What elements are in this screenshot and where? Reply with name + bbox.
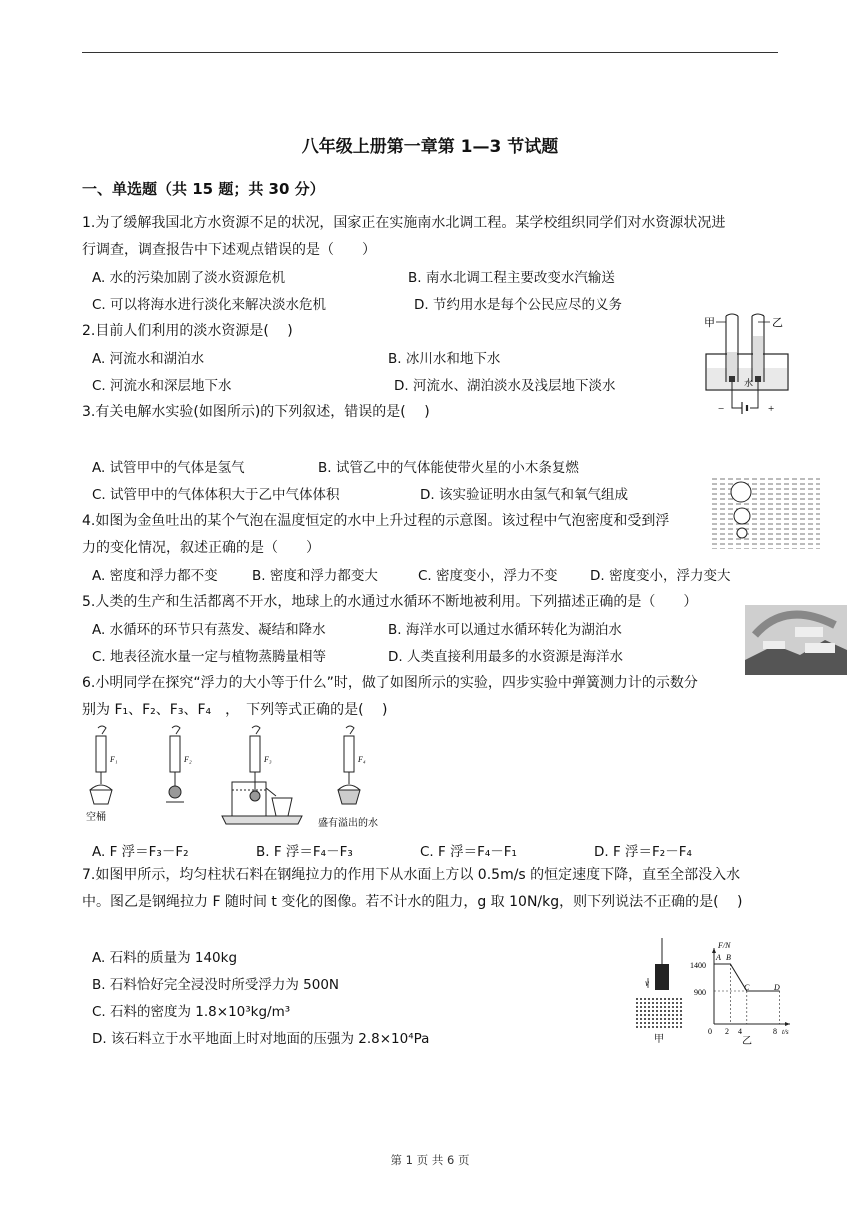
q1-option-d: D. 节约用水是每个公民应尽的义务 [414,297,622,313]
q4-option-b: B. 密度和浮力都变大 [252,568,378,584]
q6-stem-line1: 6.小明同学在探究“浮力的大小等于什么”时，做了如图所示的实验，四步实验中弹簧测力计的示数分 [82,675,698,691]
q5-option-c: C. 地表径流水量一定与植物蒸腾量相等 [92,649,327,665]
f3-label: F₃ [264,755,272,764]
tube-jia-label: 甲 [704,317,715,329]
f1-label: F₁ [110,755,118,764]
point-d-label: D [774,983,780,992]
figure-jia-label: 甲 [654,1034,664,1045]
q7-stem-line1: 7.如图甲所示，均匀柱状石料在钢绳拉力的作用下从水面上方以 0.5m/s 的恒定速度下降，直至全部没入水 [82,867,741,883]
x-tick-4: 4 [738,1027,742,1036]
q6-option-c: C. F 浮＝F₄－F₁ [420,844,517,860]
q6-option-a: A. F 浮＝F₃－F₂ [92,844,189,860]
q6-stem-line2: 别为 F₁、F₂、F₃、F₄ ， 下列等式正确的是( ) [82,702,388,718]
bubble-figure [712,477,820,549]
figure-yi-label: 乙 [742,1036,752,1046]
q7-option-b: B. 石料恰好完全浸没时所受浮力为 500N [92,977,340,993]
q6-option-b: B. F 浮＝F₄－F₃ [256,844,353,860]
q1-option-b: B. 南水北调工程主要改变水汽输送 [408,270,615,286]
q3-option-a: A. 试管甲中的气体是氢气 [92,460,245,476]
water-label: 水 [744,378,754,388]
q7-option-c: C. 石料的密度为 1.8×10³kg/m³ [92,1004,291,1020]
point-c-label: C [744,983,750,992]
q1-stem-line2: 行调查，调查报告中下述观点错误的是（ ） [82,242,376,258]
q3-option-c: C. 试管甲中的气体体积大于乙中气体体积 [92,487,340,503]
point-b-label: B [726,953,731,962]
header-rule [82,52,778,53]
q7-option-a: A. 石料的质量为 140kg [92,950,238,966]
q5-stem: 5.人类的生产和生活都离不开水，地球上的水通过水循环不断地被利用。下列描述正确的是（ ） [82,594,698,610]
water-cycle-photo [745,605,847,675]
q5-option-d: D. 人类直接利用最多的水资源是海洋水 [388,649,623,665]
x-tick-2: 2 [725,1027,729,1036]
q1-option-c: C. 可以将海水进行淡化来解决淡水危机 [92,297,327,313]
electrolysis-figure [700,312,800,420]
q2-option-a: A. 河流水和湖泊水 [92,351,205,367]
plus-label: + [768,403,775,415]
velocity-label: v [645,978,649,988]
stone-force-figure [632,934,794,1046]
page-title: 八年级上册第一章第 1—3 节试题 [301,137,559,157]
f4-label: F₄ [358,755,366,764]
minus-label: − [718,403,725,415]
q4-option-a: A. 密度和浮力都不变 [92,568,218,584]
q7-stem-line2: 中。图乙是钢绳拉力 F 随时间 t 变化的图像。若不计水的阻力，g 取 10N/kg，则下列说法不正确的是( ) [82,894,743,910]
point-a-label: A [716,953,721,962]
spring-scale-figure [82,724,392,830]
x-tick-8: 8 [773,1027,777,1036]
q3-stem: 3.有关电解水实验(如图所示)的下列叙述，错误的是( ) [82,404,430,420]
q2-option-b: B. 冰川水和地下水 [388,351,501,367]
page-footer: 第 1 页 共 6 页 [390,1153,470,1167]
y-tick-1400: 1400 [690,961,706,970]
q1-option-a: A. 水的污染加剧了淡水资源危机 [92,270,286,286]
x-axis-label: t/s [782,1028,789,1036]
q2-option-d: D. 河流水、湖泊淡水及浅层地下淡水 [394,378,616,394]
q4-stem-line2: 力的变化情况，叙述正确的是（ ） [82,540,320,556]
y-axis-label: F/N [718,941,731,950]
q7-option-d: D. 该石料立于水平地面上时对地面的压强为 2.8×10⁴Pa [92,1031,430,1047]
q4-stem-line1: 4.如图为金鱼吐出的某个气泡在温度恒定的水中上升过程的示意图。该过程中气泡密度和受到浮 [82,513,670,529]
q6-option-d: D. F 浮＝F₂－F₄ [594,844,692,860]
tube-yi-label: 乙 [772,317,783,329]
section-heading: 一、单选题（共 15 题；共 30 分） [82,180,325,198]
q4-option-d: D. 密度变小，浮力变大 [590,568,731,584]
overflow-water-caption: 盛有溢出的水 [318,818,378,829]
f2-label: F₂ [184,755,192,764]
empty-bucket-caption: 空桶 [86,812,106,823]
q1-stem-line1: 1.为了缓解我国北方水资源不足的状况，国家正在实施南水北调工程。某学校组织同学们对水资源状况进 [82,215,726,231]
q2-option-c: C. 河流水和深层地下水 [92,378,232,394]
q2-stem: 2.目前人们利用的淡水资源是( ) [82,323,293,339]
force-time-graph [690,941,790,1036]
q4-option-c: C. 密度变小，浮力不变 [418,568,558,584]
q3-option-d: D. 该实验证明水由氢气和氧气组成 [420,487,628,503]
q5-option-a: A. 水循环的环节只有蒸发、凝结和降水 [92,622,326,638]
x-tick-0: 0 [708,1027,712,1036]
q3-option-b: B. 试管乙中的气体能使带火星的小木条复燃 [318,460,579,476]
y-tick-900: 900 [694,988,706,997]
q5-option-b: B. 海洋水可以通过水循环转化为湖泊水 [388,622,622,638]
